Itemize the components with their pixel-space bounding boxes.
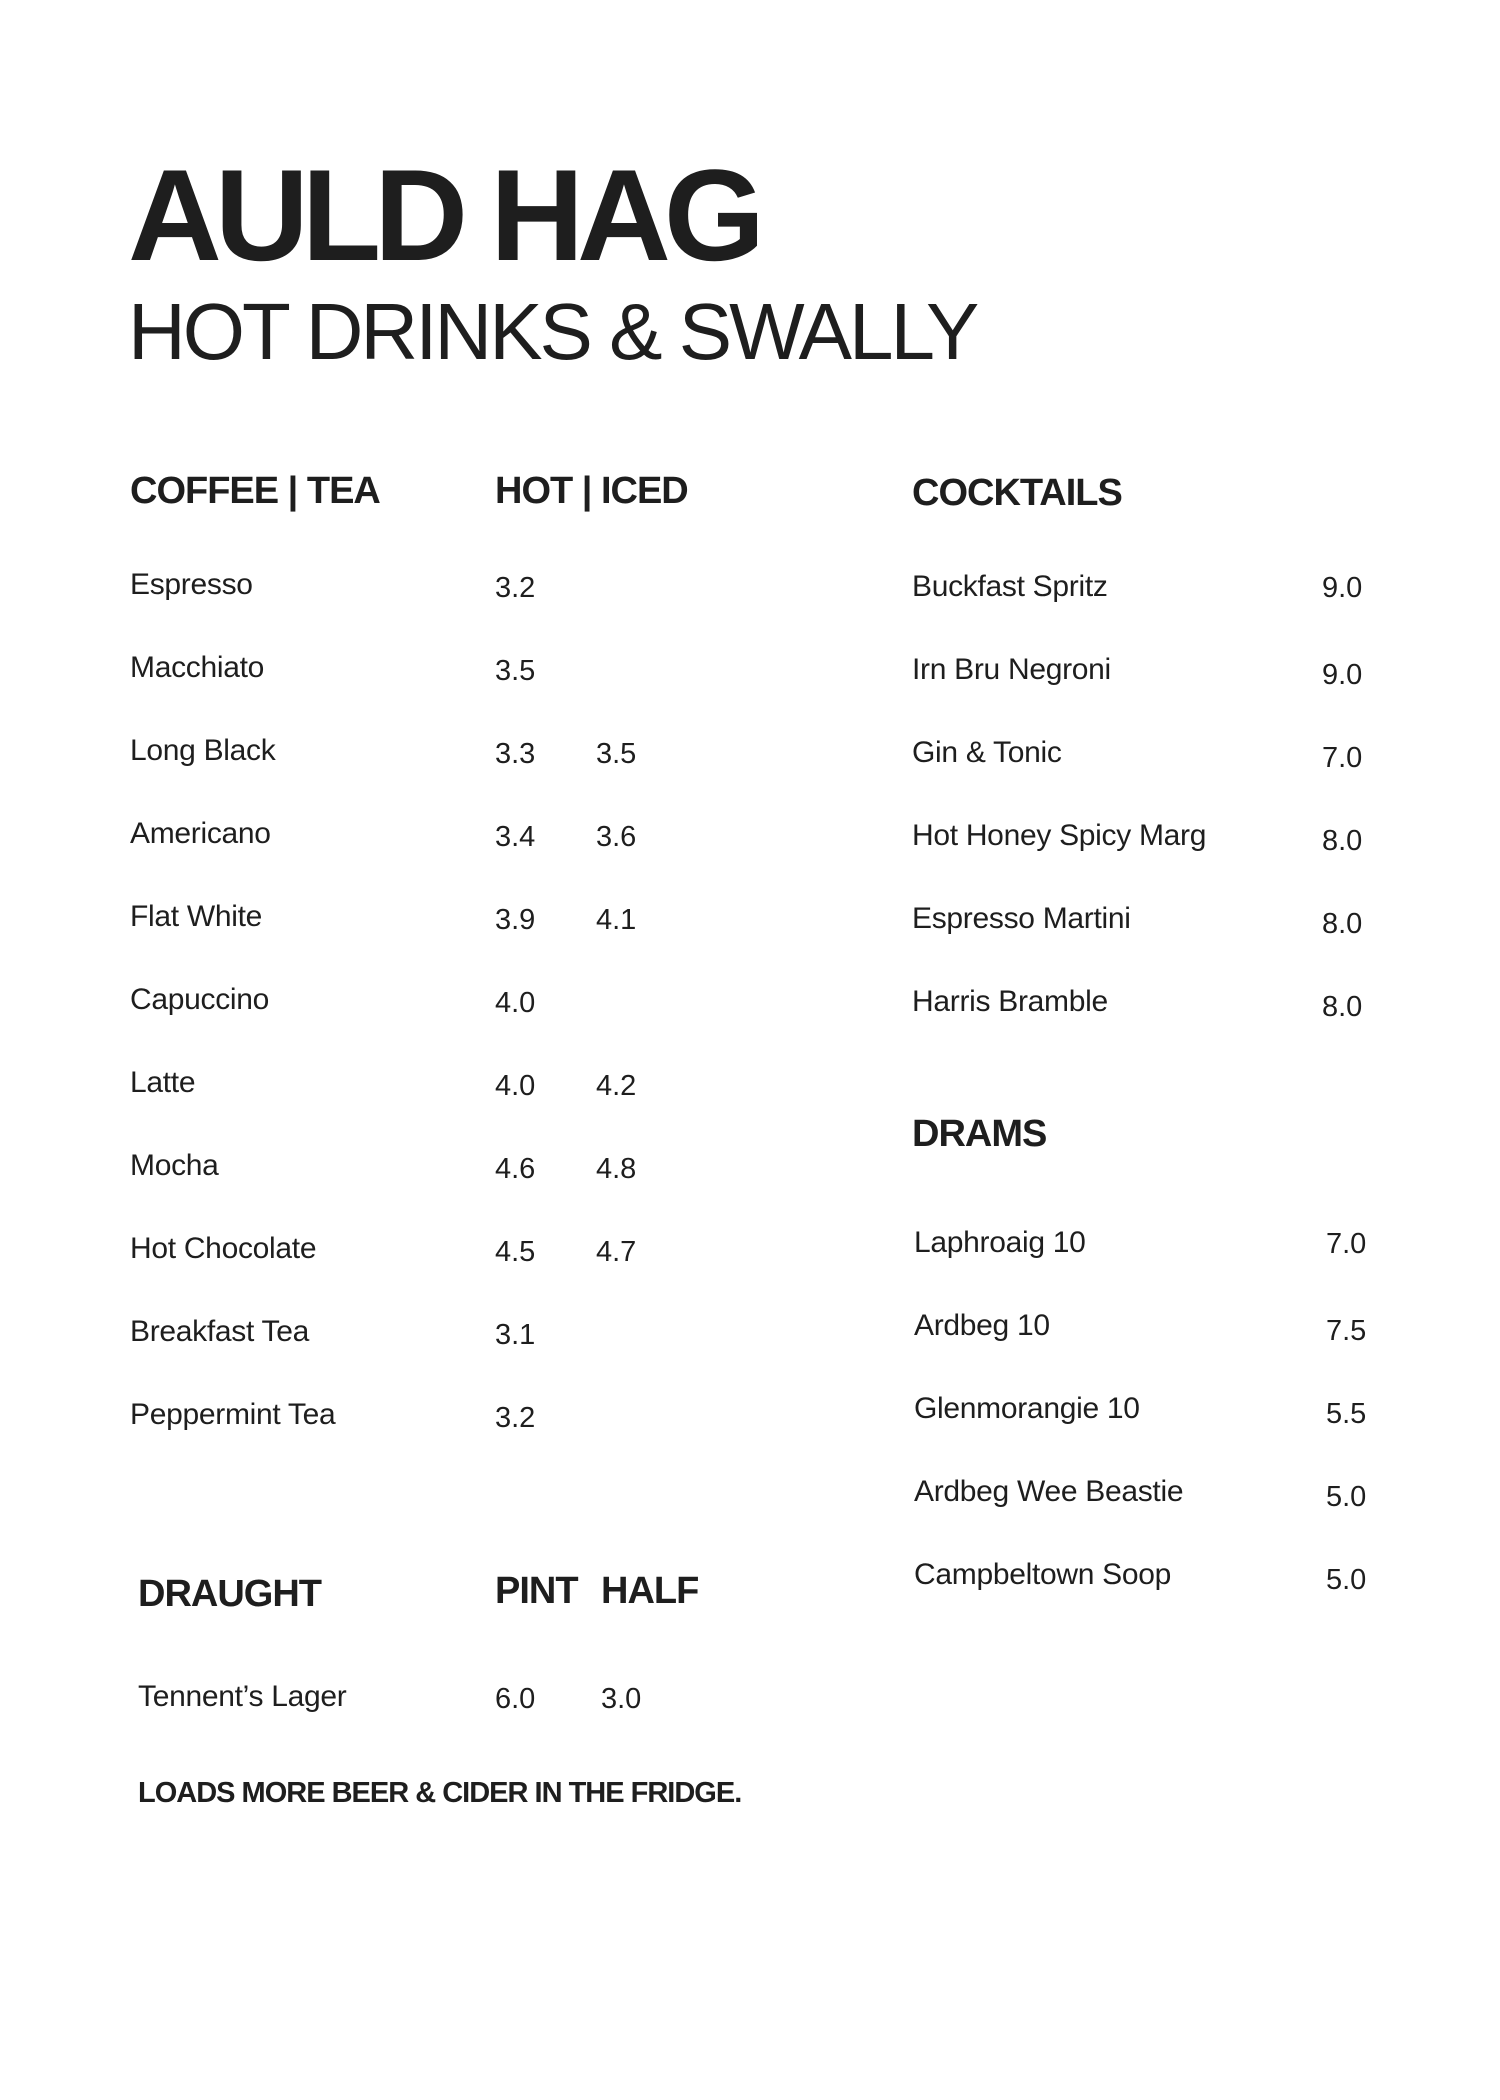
cocktail-item-row (0, 900, 1500, 944)
menu-subtitle: HOT DRINKS & SWALLY (128, 287, 977, 376)
cocktail-item-row (0, 817, 1500, 861)
draught-heading: DRAUGHT (138, 1573, 321, 1615)
coffee-item-name: Latte (130, 1066, 196, 1099)
dram-item-price: 5.0 (1326, 1481, 1367, 1513)
coffee-item-name: Macchiato (130, 651, 265, 684)
coffee-item-iced-price: 3.6 (596, 821, 637, 853)
coffee-item-name: Breakfast Tea (130, 1315, 309, 1348)
drams-heading: DRAMS (912, 1113, 1047, 1155)
cocktail-item-row (0, 983, 1500, 1027)
coffee-item-name: Flat White (130, 900, 263, 933)
cocktail-item-name: Irn Bru Negroni (912, 653, 1111, 686)
draught-item-pint-price: 6.0 (495, 1683, 536, 1715)
coffee-item-name: Long Black (130, 734, 276, 767)
coffee-item-name: Capuccino (130, 983, 270, 1016)
dram-item-price: 5.5 (1326, 1398, 1367, 1430)
coffee-item-iced-price: 3.5 (596, 738, 637, 770)
coffee-item-hot-price: 4.5 (495, 1236, 536, 1268)
dram-item-name: Ardbeg Wee Beastie (914, 1475, 1184, 1508)
coffee-item-name: Espresso (130, 568, 253, 601)
dram-item-row (0, 1394, 1500, 1434)
coffee-item-hot-price: 3.9 (495, 904, 536, 936)
cocktail-item-price: 8.0 (1322, 825, 1363, 857)
coffee-item-row (0, 1151, 1500, 1191)
cocktails-heading: COCKTAILS (912, 472, 1122, 514)
cocktail-item-name: Gin & Tonic (912, 736, 1062, 769)
dram-item-name: Ardbeg 10 (914, 1309, 1050, 1342)
coffee-item-hot-price: 4.6 (495, 1153, 536, 1185)
pint-heading: PINT (495, 1570, 578, 1612)
cocktail-item-price: 9.0 (1322, 659, 1363, 691)
cocktail-item-price: 8.0 (1322, 991, 1363, 1023)
cocktail-item-price: 9.0 (1322, 572, 1363, 604)
dram-item-row (0, 1311, 1500, 1351)
cocktail-item-name: Harris Bramble (912, 985, 1108, 1018)
dram-item-price: 5.0 (1326, 1564, 1367, 1596)
coffee-tea-heading: COFFEE | TEA (130, 470, 380, 512)
coffee-item-iced-price: 4.8 (596, 1153, 637, 1185)
dram-item-price: 7.5 (1326, 1315, 1367, 1347)
coffee-item-iced-price: 4.1 (596, 904, 637, 936)
draught-item-name: Tennent’s Lager (138, 1680, 347, 1713)
cocktail-item-name: Hot Honey Spicy Marg (912, 819, 1207, 852)
coffee-item-hot-price: 3.2 (495, 572, 536, 604)
cocktail-item-price: 8.0 (1322, 908, 1363, 940)
cocktail-item-price: 7.0 (1322, 742, 1363, 774)
coffee-item-name: Hot Chocolate (130, 1232, 317, 1265)
menu-brand-title: AULD HAG (128, 142, 759, 288)
coffee-item-iced-price: 4.2 (596, 1070, 637, 1102)
cocktail-item-name: Buckfast Spritz (912, 570, 1108, 603)
coffee-item-hot-price: 4.0 (495, 1070, 536, 1102)
cocktail-item-name: Espresso Martini (912, 902, 1131, 935)
coffee-item-name: Peppermint Tea (130, 1398, 336, 1431)
half-heading: HALF (601, 1570, 699, 1612)
fridge-note: LOADS MORE BEER & CIDER IN THE FRIDGE. (138, 1777, 742, 1809)
cocktail-item-row (0, 651, 1500, 695)
coffee-item-hot-price: 4.0 (495, 987, 536, 1019)
dram-item-name: Campbeltown Soop (914, 1558, 1172, 1591)
draught-item-row (0, 1682, 1500, 1722)
dram-item-price: 7.0 (1326, 1228, 1367, 1260)
coffee-item-hot-price: 3.4 (495, 821, 536, 853)
coffee-item-hot-price: 3.3 (495, 738, 536, 770)
coffee-item-row (0, 1068, 1500, 1108)
dram-item-name: Glenmorangie 10 (914, 1392, 1140, 1425)
dram-item-row (0, 1560, 1500, 1600)
coffee-item-hot-price: 3.1 (495, 1319, 536, 1351)
dram-item-row (0, 1228, 1500, 1268)
coffee-item-name: Americano (130, 817, 271, 850)
cocktail-item-row (0, 568, 1500, 612)
coffee-item-hot-price: 3.2 (495, 1402, 536, 1434)
coffee-item-name: Mocha (130, 1149, 219, 1182)
draught-item-half-price: 3.0 (601, 1683, 642, 1715)
dram-item-name: Laphroaig 10 (914, 1226, 1086, 1259)
cocktail-item-row (0, 734, 1500, 778)
coffee-item-hot-price: 3.5 (495, 655, 536, 687)
coffee-item-iced-price: 4.7 (596, 1236, 637, 1268)
hot-iced-heading: HOT | ICED (495, 470, 688, 512)
dram-item-row (0, 1477, 1500, 1517)
